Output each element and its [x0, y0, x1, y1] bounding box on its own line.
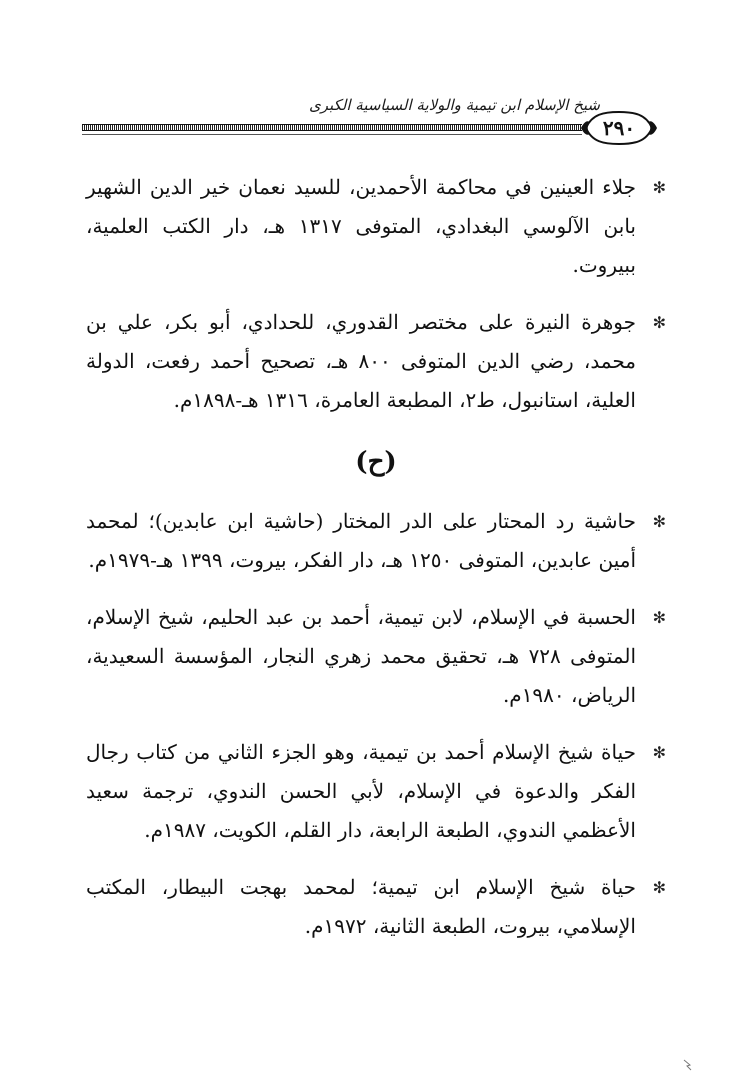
entry-text: حياة شيخ الإسلام ابن تيمية؛ لمحمد بهجت البيطار، المكتب الإسلامي، بيروت، الطبعة الثانية، ١٩٧٢م.: [86, 875, 636, 938]
entry-text: الحسبة في الإسلام، لابن تيمية، أحمد بن عبد الحليم، شيخ الإسلام، المتوفى ٧٢٨ هـ، تحقيق محمد زهري النجار، المؤسسة السعيدية، الرياض، ١٩٨٠م.: [86, 605, 636, 707]
asterisk-bullet-icon: ✻: [652, 512, 666, 531]
entry-text: حياة شيخ الإسلام أحمد بن تيمية، وهو الجزء الثاني من كتاب رجال الفكر والدعوة في الإسلام، لأبي الحسن الندوي، ترجمة سعيد الأعظمي الندوي، الطبعة الرابعة، دار القلم، الكويت، ١٩٨٧م.: [86, 740, 636, 842]
asterisk-bullet-icon: ✻: [652, 878, 666, 897]
bibliography-entry: [86, 733, 666, 850]
bibliography-entry: [86, 598, 666, 715]
bibliography-entry: [86, 168, 666, 285]
entry-text: حاشية رد المحتار على الدر المختار (حاشية ابن عابدين)؛ لمحمد أمين عابدين، المتوفى ١٢٥٠ هـ، دار الفكر، بيروت، ١٣٩٩ هـ-١٩٧٩م.: [86, 509, 636, 572]
header-rule-thin: [82, 134, 582, 135]
bibliography-entry: [86, 303, 666, 420]
page-number-ornament: [578, 108, 660, 148]
asterisk-bullet-icon: ✻: [652, 313, 666, 332]
entry-text: جوهرة النيرة على مختصر القدوري، للحدادي، أبو بكر، علي بن محمد، رضي الدين المتوفى ٨٠٠ هـ، تصحيح أحمد رفعت، الدولة العلية، استانبول، ط٢، المطبعة العامرة، ١٣١٦ هـ-١٨٩٨م.: [86, 310, 636, 412]
bibliography-list: [86, 168, 666, 964]
header-rule: [82, 124, 582, 131]
asterisk-bullet-icon: ✻: [652, 743, 666, 762]
section-heading: (ح): [355, 447, 397, 477]
asterisk-bullet-icon: ✻: [652, 178, 666, 197]
scan-mark-icon: [682, 1058, 694, 1072]
bibliography-entry: [86, 868, 666, 946]
running-title: شيخ الإسلام ابن تيمية والولاية السياسية الكبرى: [308, 96, 600, 114]
bibliography-entry: [86, 502, 666, 580]
asterisk-bullet-icon: ✻: [652, 608, 666, 627]
entry-text: جلاء العينين في محاكمة الأحمدين، للسيد نعمان خير الدين الشهير بابن الآلوسي البغدادي، المتوفى ١٣١٧ هـ، دار الكتب العلمية، ببيروت.: [86, 175, 636, 277]
page-number: ٢٩٠: [602, 116, 636, 140]
